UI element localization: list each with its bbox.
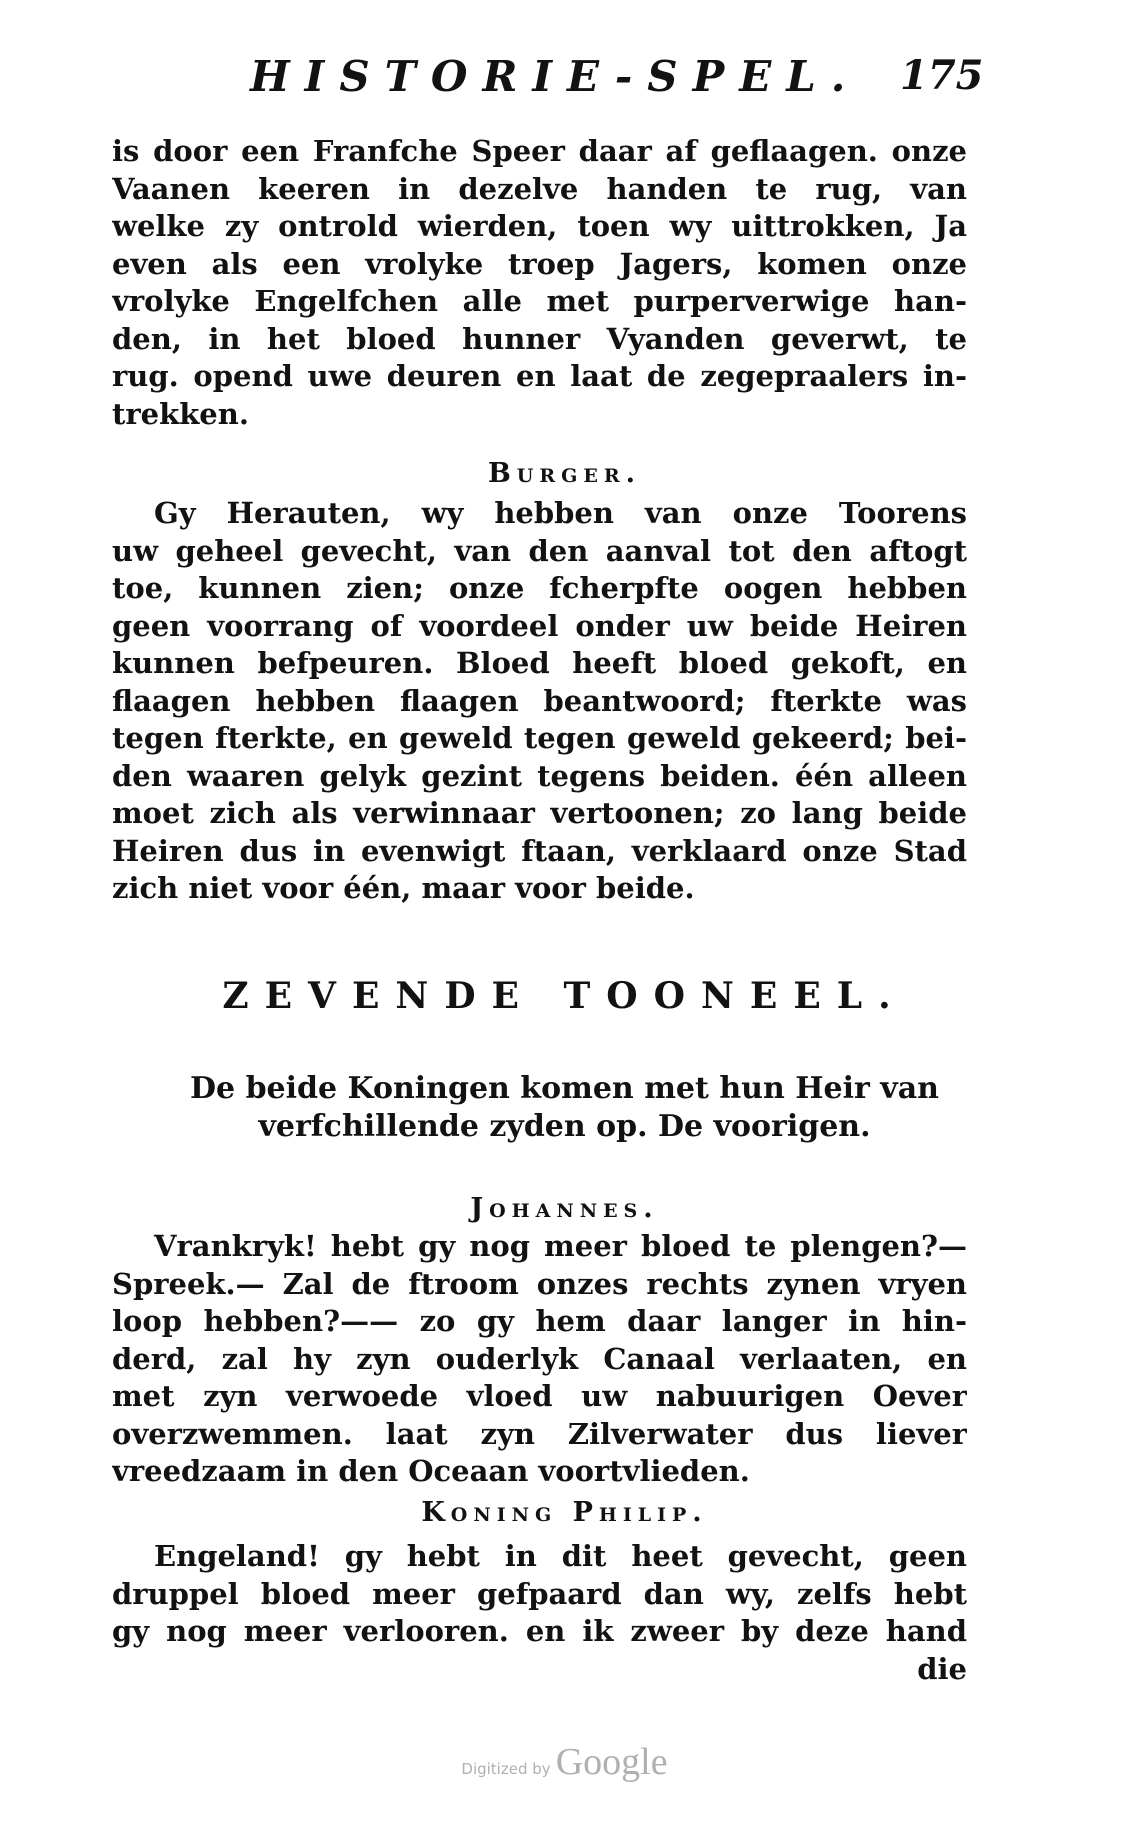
text-line: Vrankryk! hebt gy nog meer bloed te plengen?— <box>154 1229 967 1263</box>
text-line: met zyn verwoede vloed uw nabuurigen Oever <box>112 1379 967 1413</box>
catchword: die <box>917 1651 967 1686</box>
stage-direction <box>0 1070 1129 1146</box>
page-header <box>0 52 1129 112</box>
text-line: is door een Franfche Speer daar af geflaagen. onze <box>112 134 967 168</box>
page-number: 175 <box>900 52 984 99</box>
text-line: Gy Herauten, wy hebben van onze Toorens <box>154 496 967 530</box>
text-line: overzwemmen. laat zyn Zilverwater dus liever <box>112 1416 967 1451</box>
text-line: vreedzaam in den Oceaan voortvlieden. <box>112 1454 750 1488</box>
text-line: Vaanen keeren in dezelve handen te rug, van <box>112 171 967 206</box>
text-line: druppel bloed meer gefpaard dan wy, zelfs hebt <box>112 1576 967 1611</box>
paragraph-philip-speech <box>112 1538 967 1688</box>
text-line: uw geheel gevecht, van den aanval tot den aftogt <box>112 533 967 568</box>
text-line: den, in het bloed hunner Vyanden geverwt, te <box>112 321 967 356</box>
google-logo: Google <box>555 1741 668 1783</box>
text-line: Spreek.— Zal de ftroom onzes rechts zynen vryen <box>112 1266 967 1301</box>
text-line: kunnen befpeuren. Bloed heeft bloed gekoft, en <box>112 646 967 680</box>
text-line: geen voorrang of voordeel onder uw beide Heiren <box>112 608 967 643</box>
watermark-prefix: Digitized by <box>461 1760 551 1778</box>
paragraph-burger-speech <box>112 495 967 908</box>
stage-direction-line: verfchillende zyden op. De voorigen. <box>258 1109 871 1144</box>
text-line: gy nog meer verlooren. en ik zweer by deze hand <box>112 1614 967 1648</box>
speaker-name-koning-philip: Koning Philip. <box>421 1497 708 1528</box>
text-line: trekken. <box>112 396 249 431</box>
digitized-watermark <box>0 1740 1129 1784</box>
running-title: HISTORIE-SPEL. <box>250 52 861 101</box>
text-line: vrolyke Engelfchen alle met purperverwige han- <box>112 284 967 318</box>
text-line: den waaren gelyk gezint tegens beiden. één alleen <box>112 758 967 793</box>
text-line: tegen fterkte, en geweld tegen geweld gekeerd; bei- <box>112 721 967 755</box>
text-line: zich niet voor één, maar voor beide. <box>112 871 695 905</box>
speaker-name-burger: Burger. <box>487 458 642 489</box>
text-line: flaagen hebben flaagen beantwoord; fterkte was <box>112 683 967 718</box>
text-line: toe, kunnen zien; onze fcherpfte oogen hebben <box>112 571 967 605</box>
text-line: welke zy ontrold wierden, toen wy uittrokken, Ja <box>112 209 967 243</box>
speaker-name-johannes: Johannes. <box>470 1193 659 1224</box>
paragraph-herald-speech <box>112 133 967 433</box>
stage-direction-line: De beide Koningen komen met hun Heir van <box>190 1071 939 1106</box>
scene-title: ZEVENDE TOONEEL. <box>222 975 907 1017</box>
text-line: moet zich als verwinnaar vertoonen; zo lang beide <box>112 796 967 830</box>
text-line: Heiren dus in evenwigt ftaan, verklaard onze Stad <box>112 833 967 868</box>
text-line: Engeland! gy hebt in dit heet gevecht, geen <box>154 1539 967 1573</box>
text-line: rug. opend uwe deuren en laat de zegepraalers in- <box>112 359 967 393</box>
text-line: derd, zal hy zyn ouderlyk Canaal verlaaten, en <box>112 1341 967 1376</box>
text-line: loop hebben?—— zo gy hem daar langer in hin- <box>112 1304 967 1338</box>
text-line: even als een vrolyke troep Jagers, komen onze <box>112 246 967 281</box>
paragraph-johannes-speech <box>112 1228 967 1491</box>
